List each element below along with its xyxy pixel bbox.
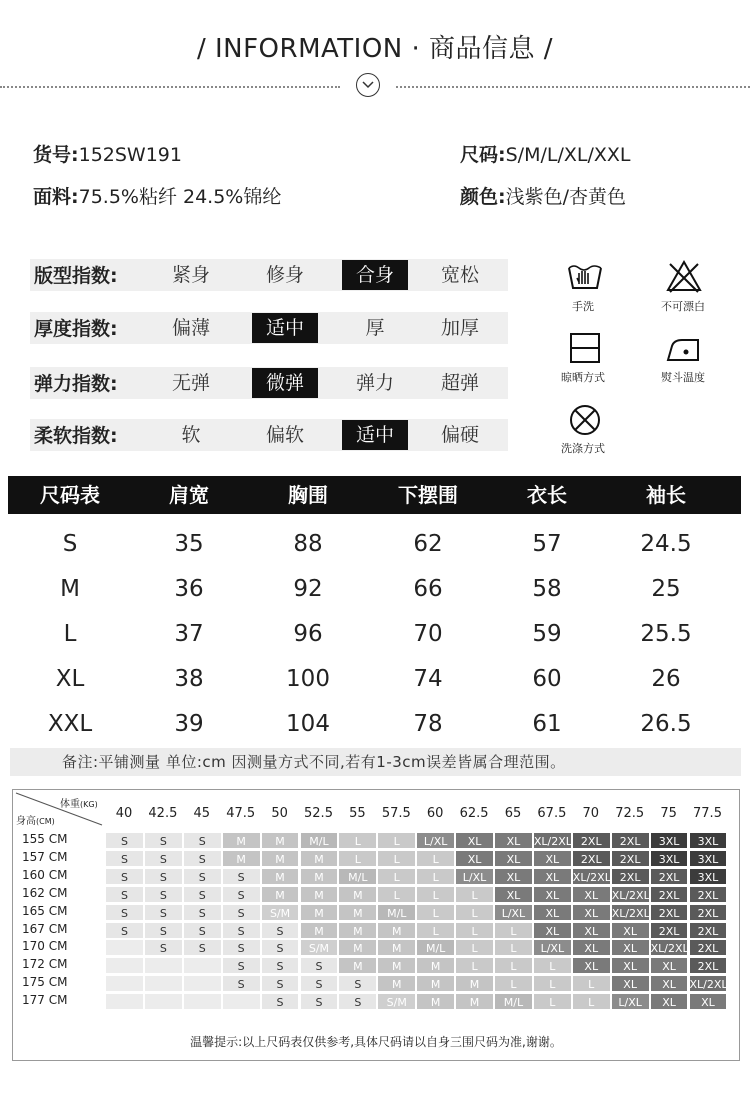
index-option: 加厚	[440, 317, 479, 339]
size-cell: S	[183, 832, 222, 849]
size-cell: S	[105, 850, 144, 867]
size-cell: XL/2XL	[611, 886, 650, 903]
height-label: 167 CM	[22, 921, 68, 936]
size-cell: L	[416, 886, 455, 903]
size-cell: S	[183, 922, 222, 939]
size-cell: L	[494, 922, 533, 939]
size-cell: L/XL	[455, 868, 494, 885]
size-cell: XL	[572, 904, 611, 921]
size-cell: 2XL	[689, 886, 728, 903]
weight-label: 57.5	[381, 806, 411, 821]
size-cell: XL	[533, 886, 572, 903]
size-table-cell: 26	[651, 666, 681, 692]
size-cell: S	[222, 975, 261, 992]
size-cell: M	[338, 957, 377, 974]
index-option: 弹力	[355, 372, 394, 394]
size-table-cell: 37	[174, 621, 204, 647]
weight-label: 55	[349, 806, 366, 821]
size-cell: L	[572, 993, 611, 1010]
colors: 颜色:浅紫色/杏黄色	[460, 186, 627, 208]
size-cell: 2XL	[689, 957, 728, 974]
size-cell: M	[416, 975, 455, 992]
size-table-cell: 70	[413, 621, 443, 647]
weight-label: 65	[504, 806, 522, 821]
size-cell: 3XL	[650, 850, 689, 867]
size-cell: L	[533, 993, 572, 1010]
size-cell: M	[338, 886, 377, 903]
height-axis-label: 身高(CM)	[16, 816, 55, 827]
size-cell: M	[261, 868, 300, 885]
weight-label: 50	[271, 806, 288, 821]
size-cell: S	[300, 957, 339, 974]
weight-label: 47.5	[226, 806, 256, 821]
size-cell: M	[222, 832, 261, 849]
size-tip: 温馨提示:以上尺码表仅供参考,具体尺码请以自身三围尺码为准,谢谢。	[190, 1035, 562, 1049]
size-cell: L	[377, 832, 416, 849]
size-cell: L	[416, 922, 455, 939]
size-cell: M	[300, 904, 339, 921]
size-cell: L	[533, 975, 572, 992]
index-option-selected: 微弹	[252, 368, 318, 398]
size-table-cell: 104	[286, 711, 330, 737]
size-cell: M	[377, 922, 416, 939]
index-option-selected: 合身	[342, 260, 408, 290]
size-cell: L/XL	[494, 904, 533, 921]
size-cell: S	[222, 904, 261, 921]
size-cell: S	[300, 993, 339, 1010]
index-option: 紧身	[171, 264, 210, 286]
size-list: 尺码:S/M/L/XL/XXL	[460, 144, 631, 166]
size-cell: L	[494, 939, 533, 956]
size-cell	[144, 993, 183, 1010]
size-cell: XL	[533, 868, 572, 885]
size-cell: XL	[572, 939, 611, 956]
size-cell: L	[416, 868, 455, 885]
size-cell: XL	[533, 850, 572, 867]
size-cell: M	[300, 850, 339, 867]
size-cell: S	[338, 975, 377, 992]
size-cell: S	[183, 850, 222, 867]
size-cell: 2XL	[650, 868, 689, 885]
size-cell: 2XL	[689, 904, 728, 921]
size-cell: L	[494, 975, 533, 992]
size-cell: 2XL	[689, 939, 728, 956]
size-cell: XL	[572, 957, 611, 974]
index-option: 偏硬	[440, 424, 479, 446]
chart-corner	[14, 791, 104, 827]
size-cell: S	[183, 939, 222, 956]
height-label: 177 CM	[22, 993, 68, 1008]
size-cell: 3XL	[689, 868, 728, 885]
size-cell: M	[338, 922, 377, 939]
size-table-cell: 39	[174, 711, 204, 737]
size-cell: M	[300, 886, 339, 903]
size-cell: M	[455, 975, 494, 992]
size-cell: S	[144, 850, 183, 867]
care-label: 熨斗温度	[661, 371, 705, 384]
size-cell: XL	[494, 832, 533, 849]
size-table-cell: 58	[532, 576, 562, 602]
size-cell: S	[222, 922, 261, 939]
size-cell	[105, 957, 144, 974]
size-cell: L	[416, 850, 455, 867]
size-cell: S	[183, 886, 222, 903]
size-cell: S	[300, 975, 339, 992]
weight-label: 67.5	[537, 806, 567, 821]
size-cell: S	[144, 832, 183, 849]
care-label: 洗涤方式	[561, 442, 605, 455]
page-title: / INFORMATION · 商品信息 /	[196, 34, 554, 64]
size-cell: S	[222, 868, 261, 885]
size-cell: S	[144, 904, 183, 921]
no-bleach-icon	[662, 258, 706, 294]
item-number: 货号:152SW191	[33, 144, 182, 166]
size-table-cell: XL	[55, 666, 85, 692]
size-table-cell: 66	[413, 576, 443, 602]
size-table-cell: 26.5	[640, 711, 692, 737]
size-table-cell: L	[63, 621, 77, 647]
size-cell: S	[222, 886, 261, 903]
size-table-cell: 59	[532, 621, 562, 647]
size-cell: M	[338, 904, 377, 921]
size-cell: M/L	[494, 993, 533, 1010]
size-cell: L	[455, 904, 494, 921]
size-cell: XL	[455, 832, 494, 849]
divider-left	[0, 86, 340, 88]
index-label: 柔软指数:	[34, 425, 118, 447]
size-cell: M	[300, 868, 339, 885]
height-label: 172 CM	[22, 957, 68, 972]
size-cell: M/L	[338, 868, 377, 885]
size-cell: S	[105, 832, 144, 849]
height-label: 162 CM	[22, 885, 68, 900]
size-cell	[183, 975, 222, 992]
size-cell	[183, 957, 222, 974]
index-option: 厚	[365, 317, 385, 339]
height-label: 170 CM	[22, 939, 68, 954]
size-cell	[105, 939, 144, 956]
weight-label: 77.5	[693, 806, 722, 821]
size-cell: XL	[611, 975, 650, 992]
size-cell: 2XL	[572, 832, 611, 849]
size-cell: XL	[533, 922, 572, 939]
size-cell: S	[183, 904, 222, 921]
index-option: 偏软	[265, 424, 304, 446]
size-cell: M/L	[300, 832, 339, 849]
size-cell: XL	[494, 868, 533, 885]
size-cell: L	[338, 832, 377, 849]
index-option: 超弹	[440, 372, 479, 394]
size-table-cell: 78	[413, 711, 443, 737]
height-label: 157 CM	[22, 849, 68, 864]
index-label: 厚度指数:	[34, 318, 118, 340]
fabric: 面料:75.5%粘纤 24.5%锦纶	[33, 186, 282, 208]
care-label: 晾晒方式	[561, 371, 605, 384]
size-cell: 2XL	[611, 832, 650, 849]
weight-label: 60	[426, 806, 444, 821]
size-cell: S	[261, 975, 300, 992]
size-cell: S/M	[300, 939, 339, 956]
size-cell: M	[377, 975, 416, 992]
size-cell	[144, 957, 183, 974]
size-cell: S	[144, 886, 183, 903]
size-table-cell: 88	[293, 531, 323, 557]
index-option-selected: 适中	[342, 420, 408, 450]
size-table-cell: 60	[532, 666, 562, 692]
size-table-cell: 62	[413, 531, 443, 557]
care-label: 不可漂白	[661, 300, 705, 313]
size-cell	[105, 975, 144, 992]
size-cell: M	[261, 832, 300, 849]
weight-label: 70	[582, 806, 600, 821]
size-table-header-cell: 肩宽	[169, 483, 209, 507]
height-label: 165 CM	[22, 903, 68, 918]
size-table-cell: 25	[651, 576, 681, 602]
weight-label: 42.5	[148, 806, 178, 821]
size-table-cell: 61	[532, 711, 562, 737]
size-cell: XL/2XL	[689, 975, 728, 992]
size-cell: S	[222, 939, 261, 956]
size-cell: XL	[650, 993, 689, 1010]
index-option: 修身	[265, 264, 304, 286]
size-cell: S	[144, 868, 183, 885]
size-cell: XL	[455, 850, 494, 867]
size-cell: XL	[494, 886, 533, 903]
size-cell: 3XL	[650, 832, 689, 849]
size-cell: 2XL	[650, 922, 689, 939]
chevron-down-icon	[356, 73, 380, 97]
size-cell: XL/2XL	[650, 939, 689, 956]
size-cell	[105, 993, 144, 1010]
size-table-cell: 25.5	[640, 621, 692, 647]
size-cell: L	[494, 957, 533, 974]
size-table-cell: 35	[174, 531, 204, 557]
size-cell: XL	[533, 904, 572, 921]
remark: 备注:平铺测量 单位:cm 因测量方式不同,若有1-3cm误差皆属合理范围。	[10, 748, 741, 776]
size-cell	[144, 975, 183, 992]
size-cell: S	[261, 922, 300, 939]
size-cell: L	[377, 886, 416, 903]
size-cell: M/L	[416, 939, 455, 956]
size-cell: L	[533, 957, 572, 974]
size-cell: L	[455, 957, 494, 974]
weight-label: 40	[115, 806, 133, 821]
size-cell: XL/2XL	[611, 904, 650, 921]
iron-icon	[662, 330, 706, 366]
size-cell: M	[261, 850, 300, 867]
size-cell: 3XL	[689, 832, 728, 849]
divider-right	[396, 86, 750, 88]
size-cell: 2XL	[611, 850, 650, 867]
weight-label: 75	[660, 806, 677, 821]
size-cell: L/XL	[611, 993, 650, 1010]
size-cell: 2XL	[650, 904, 689, 921]
index-option: 宽松	[440, 264, 479, 286]
size-cell: XL	[611, 939, 650, 956]
height-label: 160 CM	[22, 867, 68, 882]
size-cell: M	[416, 957, 455, 974]
size-cell: XL	[494, 850, 533, 867]
size-cell: S	[105, 922, 144, 939]
size-cell: L	[377, 868, 416, 885]
index-option: 无弹	[171, 372, 210, 394]
size-cell: S	[105, 886, 144, 903]
size-cell: 2XL	[611, 868, 650, 885]
size-cell: S/M	[261, 904, 300, 921]
size-cell: L	[377, 850, 416, 867]
size-cell: S/M	[377, 993, 416, 1010]
size-cell: M	[261, 886, 300, 903]
size-table-cell: 92	[293, 576, 323, 602]
size-cell: XL/2XL	[533, 832, 572, 849]
size-cell: XL	[572, 922, 611, 939]
hand-wash-icon	[563, 258, 607, 294]
size-cell: L	[416, 904, 455, 921]
size-cell: M	[338, 939, 377, 956]
weight-label: 45	[193, 806, 211, 821]
index-option: 软	[181, 424, 201, 446]
size-cell: 3XL	[689, 850, 728, 867]
no-wash-icon	[563, 402, 607, 438]
size-cell: 2XL	[689, 922, 728, 939]
weight-label: 72.5	[615, 806, 645, 821]
drying-icon	[563, 330, 607, 366]
care-label: 手洗	[572, 300, 594, 313]
size-table-cell: S	[62, 531, 78, 557]
index-option-selected: 适中	[252, 313, 318, 343]
size-cell: M/L	[377, 904, 416, 921]
size-table-header-cell: 尺码表	[40, 483, 100, 507]
height-label: 175 CM	[22, 975, 68, 990]
size-table-cell: 36	[174, 576, 204, 602]
size-cell: S	[105, 868, 144, 885]
size-cell: S	[144, 939, 183, 956]
size-cell: 2XL	[572, 850, 611, 867]
size-table-cell: M	[60, 576, 80, 602]
size-cell: 2XL	[650, 886, 689, 903]
size-cell: L	[338, 850, 377, 867]
size-table-cell: 57	[532, 531, 562, 557]
size-cell: S	[183, 868, 222, 885]
size-cell: L/XL	[416, 832, 455, 849]
size-table-cell: 38	[174, 666, 204, 692]
size-table-cell: 24.5	[640, 531, 692, 557]
size-cell: XL	[650, 975, 689, 992]
size-cell: M	[222, 850, 261, 867]
size-table-header-cell: 袖长	[646, 483, 686, 507]
size-cell: L	[572, 975, 611, 992]
weight-axis-label: 体重(KG)	[60, 799, 98, 810]
size-cell: L/XL	[533, 939, 572, 956]
index-label: 版型指数:	[34, 265, 118, 287]
size-cell: XL	[611, 957, 650, 974]
index-option: 偏薄	[171, 317, 210, 339]
size-cell: S	[261, 993, 300, 1010]
size-cell	[183, 993, 222, 1010]
size-cell: XL	[611, 922, 650, 939]
size-table-cell: 96	[293, 621, 323, 647]
size-table-header-cell: 衣长	[527, 483, 567, 507]
size-cell	[222, 993, 261, 1010]
size-cell: M	[455, 993, 494, 1010]
size-cell: S	[105, 904, 144, 921]
size-table-header-cell: 胸围	[288, 483, 328, 507]
size-cell: XL/2XL	[572, 868, 611, 885]
size-table-cell: 74	[413, 666, 443, 692]
size-cell: S	[144, 922, 183, 939]
size-cell: M	[377, 939, 416, 956]
size-cell: M	[377, 957, 416, 974]
size-cell: L	[455, 886, 494, 903]
weight-label: 62.5	[459, 806, 489, 821]
size-cell: M	[300, 922, 339, 939]
size-cell: M	[416, 993, 455, 1010]
size-cell: XL	[650, 957, 689, 974]
size-cell: S	[261, 957, 300, 974]
size-cell: S	[338, 993, 377, 1010]
size-cell: L	[455, 939, 494, 956]
index-label: 弹力指数:	[34, 373, 118, 395]
size-table-cell: XXL	[47, 711, 93, 737]
size-cell: L	[455, 922, 494, 939]
size-cell: S	[222, 957, 261, 974]
weight-label: 52.5	[304, 806, 333, 821]
size-cell: XL	[572, 886, 611, 903]
size-table-cell: 100	[286, 666, 330, 692]
size-cell: XL	[689, 993, 728, 1010]
height-label: 155 CM	[22, 832, 68, 846]
size-table-header-cell: 下摆围	[398, 483, 458, 507]
size-cell: S	[261, 939, 300, 956]
